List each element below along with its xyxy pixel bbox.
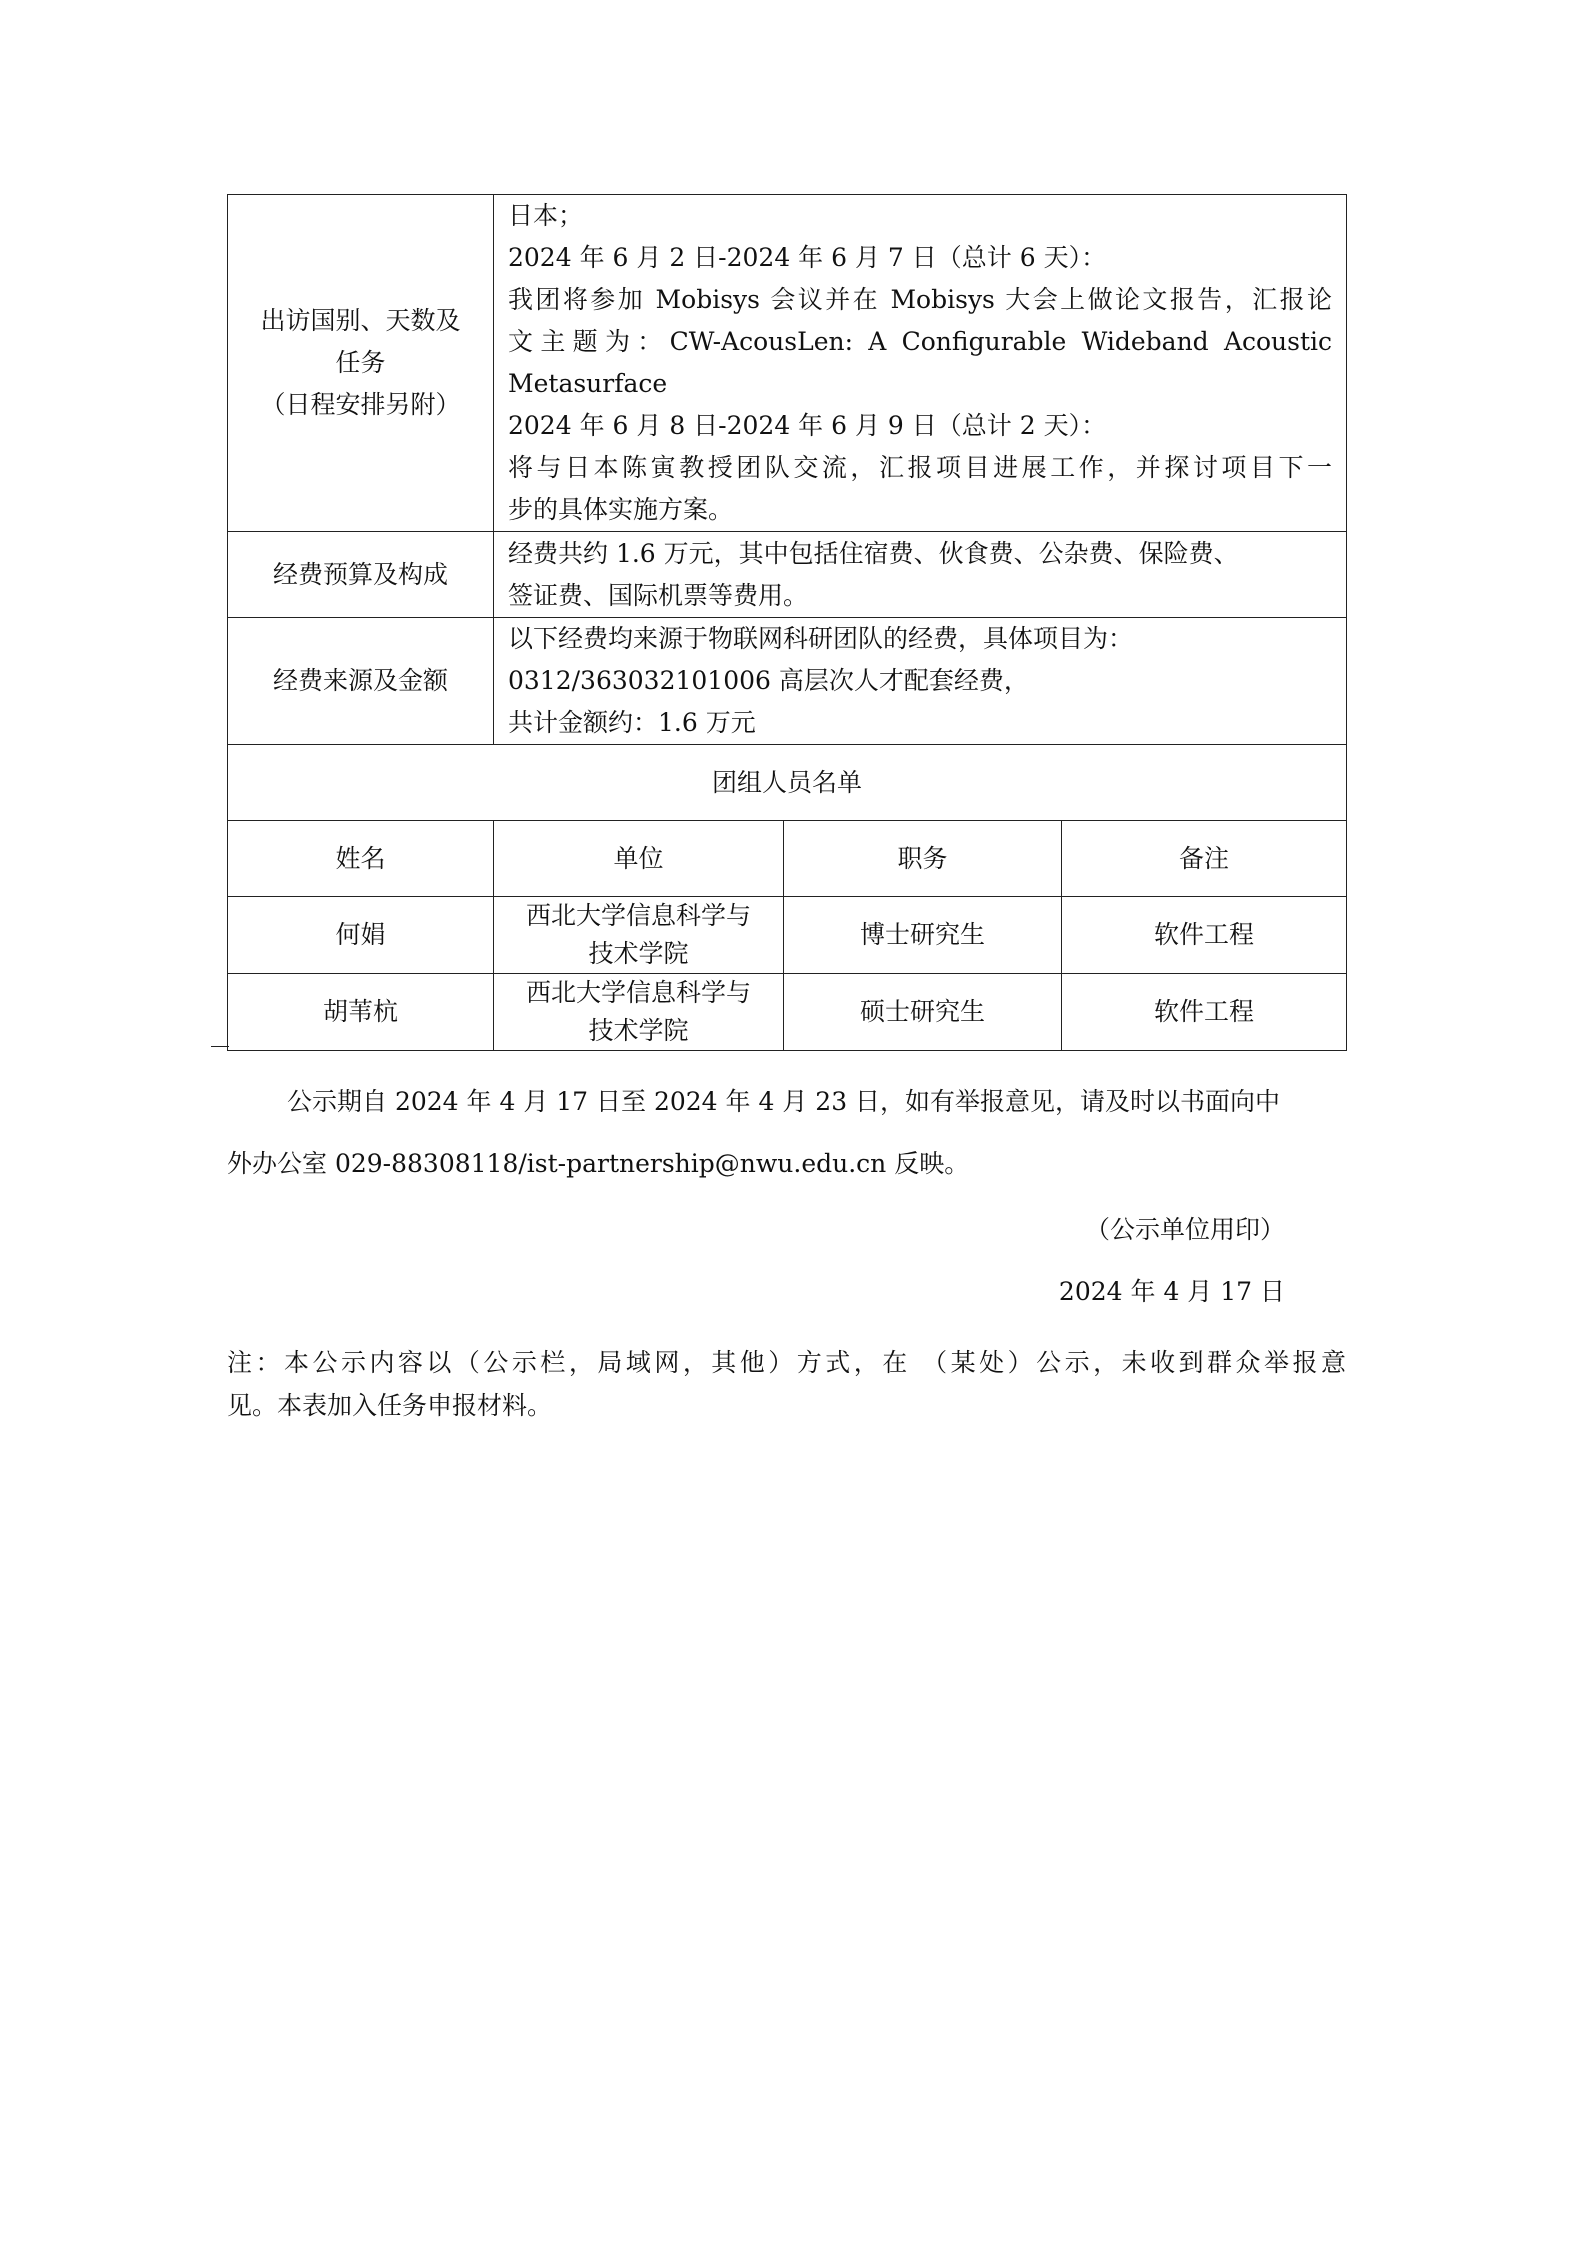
member-unit [494,974,784,1051]
member-position: 博士研究生 [784,897,1062,974]
source-content-line: 以下经费均来源于物联网科研团队的经费，具体项目为： [508,624,1134,653]
source-row [228,618,1347,745]
member-name: 胡苇杭 [228,974,494,1051]
member-unit-line: 西北大学信息科学与 [525,978,751,1007]
member-unit [494,897,784,974]
application-table [227,194,1347,1051]
header-unit: 单位 [494,821,784,897]
trip-content-line: 2024 年 6 月 2 日-2024 年 6 月 7 日（总计 6 天）： [508,243,1107,272]
trip-label-cell [228,195,494,532]
trip-content-line: 文主题为：CW-AcousLen: A Configurable Wideband Acoustic [508,327,1333,356]
source-content-cell [494,618,1347,745]
budget-content-line: 经费共约 1.6 万元，其中包括住宿费、伙食费、公杂费、保险费、 [508,538,1239,568]
budget-label: 经费预算及构成 [228,532,494,618]
footnote-line-1: 注：本公示内容以（公示栏，局域网，其他）方式，在 （某处）公示，未收到群众举报意 [227,1348,1346,1377]
trip-content-line: 我团将参加 Mobisys 会议并在 Mobisys 大会上做论文报告，汇报论 [508,285,1333,314]
member-row [228,974,1347,1051]
member-unit-line: 技术学院 [588,1016,689,1045]
budget-content-line: 签证费、国际机票等费用。 [508,580,809,610]
members-header-row [228,821,1347,897]
trip-content-line: 2024 年 6 月 8 日-2024 年 6 月 9 日（总计 2 天）： [508,411,1107,440]
notice-line-1: 公示期自 2024 年 4 月 17 日至 2024 年 4 月 23 日，如有举报意见，请及时以书面向中 [287,1087,1281,1116]
trip-content-cell [494,195,1347,532]
member-position: 硕士研究生 [784,974,1062,1051]
notice-date: 2024 年 4 月 17 日 [1058,1277,1285,1306]
trip-row [228,195,1347,532]
member-name: 何娟 [228,897,494,974]
source-content-line: 0312/363032101006 高层次人才配套经费， [508,666,1029,695]
trip-label-line: 出访国别、天数及 [260,306,461,335]
source-content-line: 共计金额约：1.6 万元 [508,708,756,737]
header-name: 姓名 [228,821,494,897]
member-unit-line: 技术学院 [588,939,689,968]
trip-content-line: Metasurface [508,369,668,398]
header-position: 职务 [784,821,1062,897]
member-row [228,897,1347,974]
trip-label-line: 任务 [335,348,386,377]
members-title-row [228,745,1347,821]
member-note: 软件工程 [1062,974,1347,1051]
trip-content-line: 日本； [508,201,584,230]
table-border-tick [211,1046,229,1047]
notice-line-2: 外办公室 029-88308118/ist-partnership@nwu.edu.cn 反映。 [227,1149,970,1178]
trip-content-line: 将与日本陈寅教授团队交流，汇报项目进展工作，并探讨项目下一 [508,453,1333,482]
trip-label-line: （日程安排另附） [260,390,461,419]
trip-content-line: 步的具体实施方案。 [508,495,734,524]
footnote-line-2: 见。本表加入任务申报材料。 [227,1391,553,1420]
seal-text: （公示单位用印） [1084,1215,1285,1244]
budget-row [228,532,1347,618]
member-note: 软件工程 [1062,897,1347,974]
header-note: 备注 [1062,821,1347,897]
budget-content-cell [494,532,1347,618]
members-title: 团组人员名单 [228,745,1347,821]
source-label: 经费来源及金额 [228,618,494,745]
member-unit-line: 西北大学信息科学与 [525,901,751,930]
